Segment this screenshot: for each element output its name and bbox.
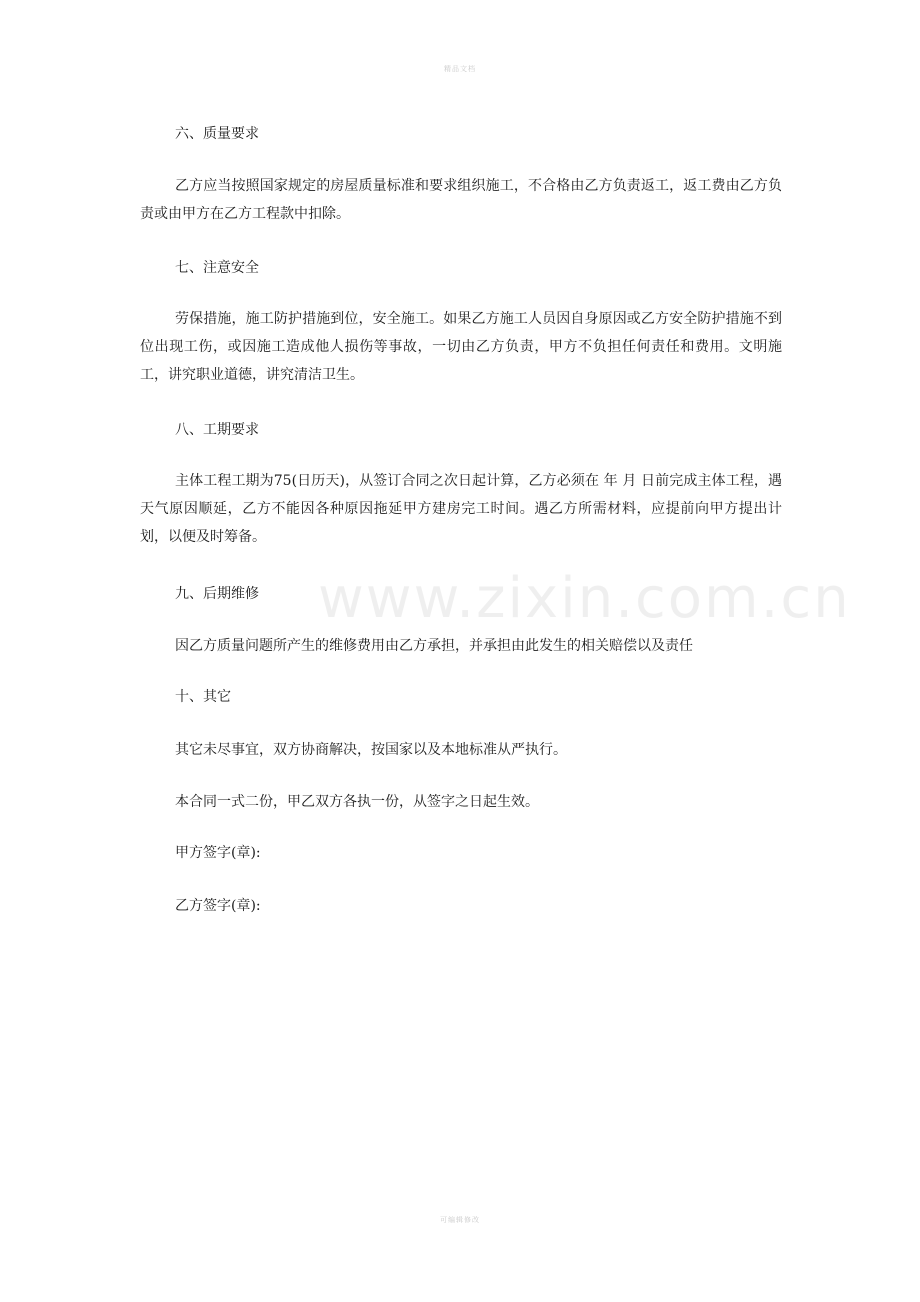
section-10-body: 其它未尽事宜，双方协商解决，按国家以及本地标准从严执行。 [175, 742, 567, 758]
section-6-body: 乙方应当按照国家规定的房屋质量标准和要求组织施工，不合格由乙方负责返工，返工费由乙方负责或由甲方在乙方工程款中扣除。 [140, 178, 782, 222]
section-6-heading: 六、质量要求 [175, 126, 259, 142]
footer-mark: 可编辑修改 [440, 1216, 480, 1224]
section-9-body: 因乙方质量问题所产生的维修费用由乙方承担，并承担由此发生的相关赔偿以及责任 [175, 638, 693, 654]
section-9-heading: 九、后期维修 [175, 586, 259, 602]
header-mark: 精品文档 [444, 65, 476, 73]
contract-copies-clause: 本合同一式二份，甲乙双方各执一份，从签字之日起生效。 [175, 794, 539, 810]
party-b-signature-line: 乙方签字(章): [175, 898, 261, 914]
section-10-heading: 十、其它 [175, 689, 231, 705]
section-8-body: 主体工程工期为75(日历天)，从签订合同之次日起计算，乙方必须在 年 月 日前完成主体工程，遇天气原因顺延，乙方不能因各种原因拖延甲方建房完工时间。遇乙方所需材料，应提前向甲方提出计划，以便及时筹备。 [140, 473, 782, 545]
party-a-signature-line: 甲方签字(章): [175, 845, 261, 861]
watermark: www.zixin.com.cn [318, 566, 851, 631]
section-7-body: 劳保措施，施工防护措施到位，安全施工。如果乙方施工人员因自身原因或乙方安全防护措施不到位出现工伤，或因施工造成他人损伤等事故，一切由乙方负责，甲方不负担任何责任和费用。文明施工，讲究职业道德，讲究清洁卫生。 [140, 311, 782, 383]
section-7-heading: 七、注意安全 [175, 260, 259, 276]
section-8-heading: 八、工期要求 [175, 422, 259, 438]
